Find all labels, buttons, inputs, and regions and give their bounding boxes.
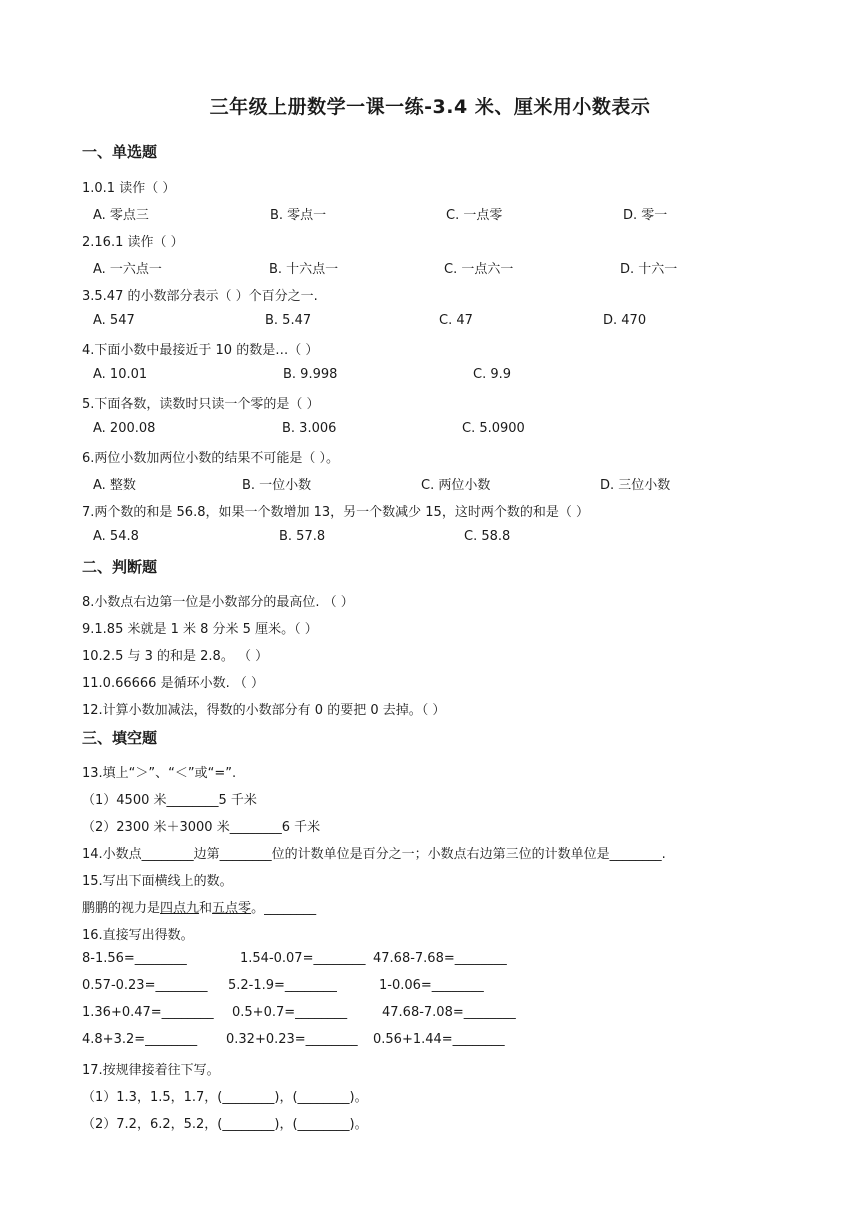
page-title: 三年级上册数学一课一练-3.4 米、厘米用小数表示 [209,96,651,118]
option-b: B. 5.47 [265,313,312,328]
question-4-options [93,367,793,385]
section-heading-true-false: 二、判断题 [82,558,158,576]
question-9: 9.1.85 米就是 1 米 8 分米 5 厘米。（ ） [82,622,318,637]
question-8: 8.小数点右边第一位是小数部分的最高位. （ ） [82,595,354,610]
question-17: 17.按规律接着往下写。 [82,1063,220,1078]
question-12: 12.计算小数加减法，得数的小数部分有 0 的要把 0 去掉。（ ） [82,703,446,718]
question-15-sentence [82,897,316,916]
option-a: A. 54.8 [93,529,139,544]
calc-item: 1-0.06=________ [379,978,484,993]
question-17-part-1: （1）1.3，1.5，1.7，(________)，(________)。 [82,1090,368,1105]
calc-item: 8-1.56=________ [82,951,187,966]
sentence-suffix: 。________ [251,901,317,916]
question-10: 10.2.5 与 3 的和是 2.8。 （ ） [82,649,269,664]
calc-item: 0.32+0.23=________ [226,1032,358,1047]
option-c: C. 一点六一 [444,262,514,277]
underlined-number-1: 四点九 [160,901,200,916]
option-a: A. 200.08 [93,421,156,436]
option-c: C. 9.9 [473,367,512,382]
question-5: 5.下面各数，读数时只读一个零的是（ ） [82,397,320,412]
question-7-options [93,529,793,547]
question-3: 3.5.47 的小数部分表示（ ）个百分之一. [82,289,318,304]
option-b: B. 9.998 [283,367,338,382]
option-c: C. 58.8 [464,529,511,544]
option-a: A. 整数 [93,478,136,493]
calc-item: 5.2-1.9=________ [228,978,337,993]
calc-row-2 [82,978,802,996]
question-6: 6.两位小数加两位小数的结果不可能是（ ）。 [82,451,340,466]
question-2-options [93,258,793,276]
option-d: D. 470 [603,313,647,328]
option-d: D. 十六一 [620,262,678,277]
calc-row-1 [82,951,802,969]
option-b: B. 十六点一 [269,262,339,277]
option-a: A. 547 [93,313,135,328]
calc-item: 47.68-7.08=________ [382,1005,516,1020]
calc-item: 47.68-7.68=________ [373,951,507,966]
question-2: 2.16.1 读作（ ） [82,235,184,250]
question-6-options [93,474,793,492]
option-d: D. 三位小数 [600,478,671,493]
question-1: 1.0.1 读作（ ） [82,181,176,196]
calc-item: 1.54-0.07=________ [240,951,366,966]
section-heading-fill-in: 三、填空题 [82,729,158,747]
calc-item: 0.57-0.23=________ [82,978,208,993]
calc-row-4 [82,1032,802,1050]
question-17-part-2: （2）7.2，6.2，5.2，(________)，(________)。 [82,1117,368,1132]
option-d: D. 零一 [623,208,668,223]
option-b: B. 零点一 [270,208,327,223]
calc-item: 0.56+1.44=________ [373,1032,505,1047]
calc-row-3 [82,1005,802,1023]
question-7: 7.两个数的和是 56.8，如果一个数增加 13，另一个数减少 15，这时两个数的和是（ ） [82,505,589,520]
question-3-options [93,313,793,331]
question-11: 11.0.66666 是循环小数. （ ） [82,676,264,691]
option-a: A. 10.01 [93,367,148,382]
question-1-options [93,204,793,222]
underlined-number-2: 五点零 [212,901,252,916]
calc-item: 4.8+3.2=________ [82,1032,198,1047]
option-a: A. 一六点一 [93,262,162,277]
sentence-connector: 和 [199,901,213,916]
sentence-prefix: 鹏鹏的视力是 [82,901,161,916]
option-b: B. 57.8 [279,529,326,544]
question-4: 4.下面小数中最接近于 10 的数是…（ ） [82,343,319,358]
section-heading-single-choice: 一、单选题 [82,143,158,161]
question-16: 16.直接写出得数。 [82,928,194,943]
option-c: C. 47 [439,313,473,328]
question-15: 15.写出下面横线上的数。 [82,874,233,889]
option-c: C. 一点零 [446,208,503,223]
calc-item: 1.36+0.47=________ [82,1005,214,1020]
option-b: B. 一位小数 [242,478,312,493]
question-13-part-2: （2）2300 米＋3000 米________6 千米 [82,820,321,835]
calc-item: 0.5+0.7=________ [232,1005,348,1020]
question-14: 14.小数点________边第________位的计数单位是百分之一；小数点右边第三位的计数单位是________. [82,847,666,862]
question-5-options [93,421,793,439]
question-13-part-1: （1）4500 米________5 千米 [82,793,257,808]
option-c: C. 5.0900 [462,421,525,436]
option-c: C. 两位小数 [421,478,491,493]
question-13: 13.填上“＞”、“＜”或“=”. [82,766,237,781]
option-a: A. 零点三 [93,208,149,223]
option-b: B. 3.006 [282,421,337,436]
